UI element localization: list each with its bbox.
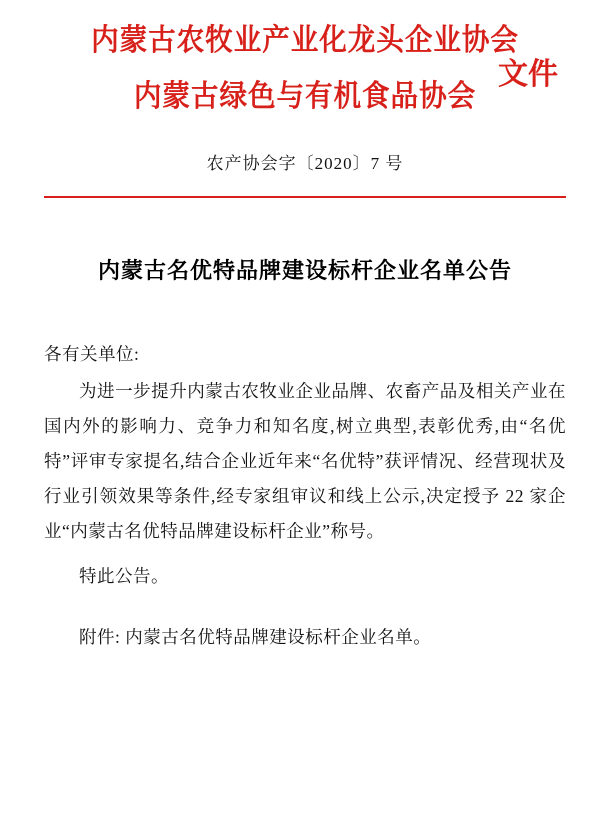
salutation: 各有关单位: — [44, 344, 140, 364]
document-number: 农产协会字〔2020〕7 号 — [206, 154, 404, 173]
document-body — [44, 337, 566, 655]
organization-name-line-2: 内蒙古绿色与有机食品协会 — [133, 78, 477, 114]
red-divider-rule — [44, 196, 566, 198]
organization-name-line-1: 内蒙古农牧业产业化龙头企业协会 — [91, 23, 519, 58]
body-paragraph-2: 特此公告。 — [79, 566, 169, 586]
page-title: 内蒙古名优特品牌建设标杆企业名单公告 — [97, 258, 512, 284]
attachment-note: 附件: 内蒙古名优特品牌建设标杆企业名单。 — [79, 627, 432, 647]
letterhead — [44, 0, 566, 115]
document-keyword: 文件 — [498, 57, 558, 92]
body-paragraph-1: 为进一步提升内蒙古农牧业企业品牌、农畜产品及相关产业在国内外的影响力、竞争力和知名度,树立典型,表彰优秀,由“名优特”评审专家提名,结合企业近年来“名优特”获评情况、经营现状及行业引领效果等条件,经专家组审议和线上公示,决定授予 22 家企业“内蒙古名优特品牌建设标杆企业”称号。 — [44, 381, 566, 541]
